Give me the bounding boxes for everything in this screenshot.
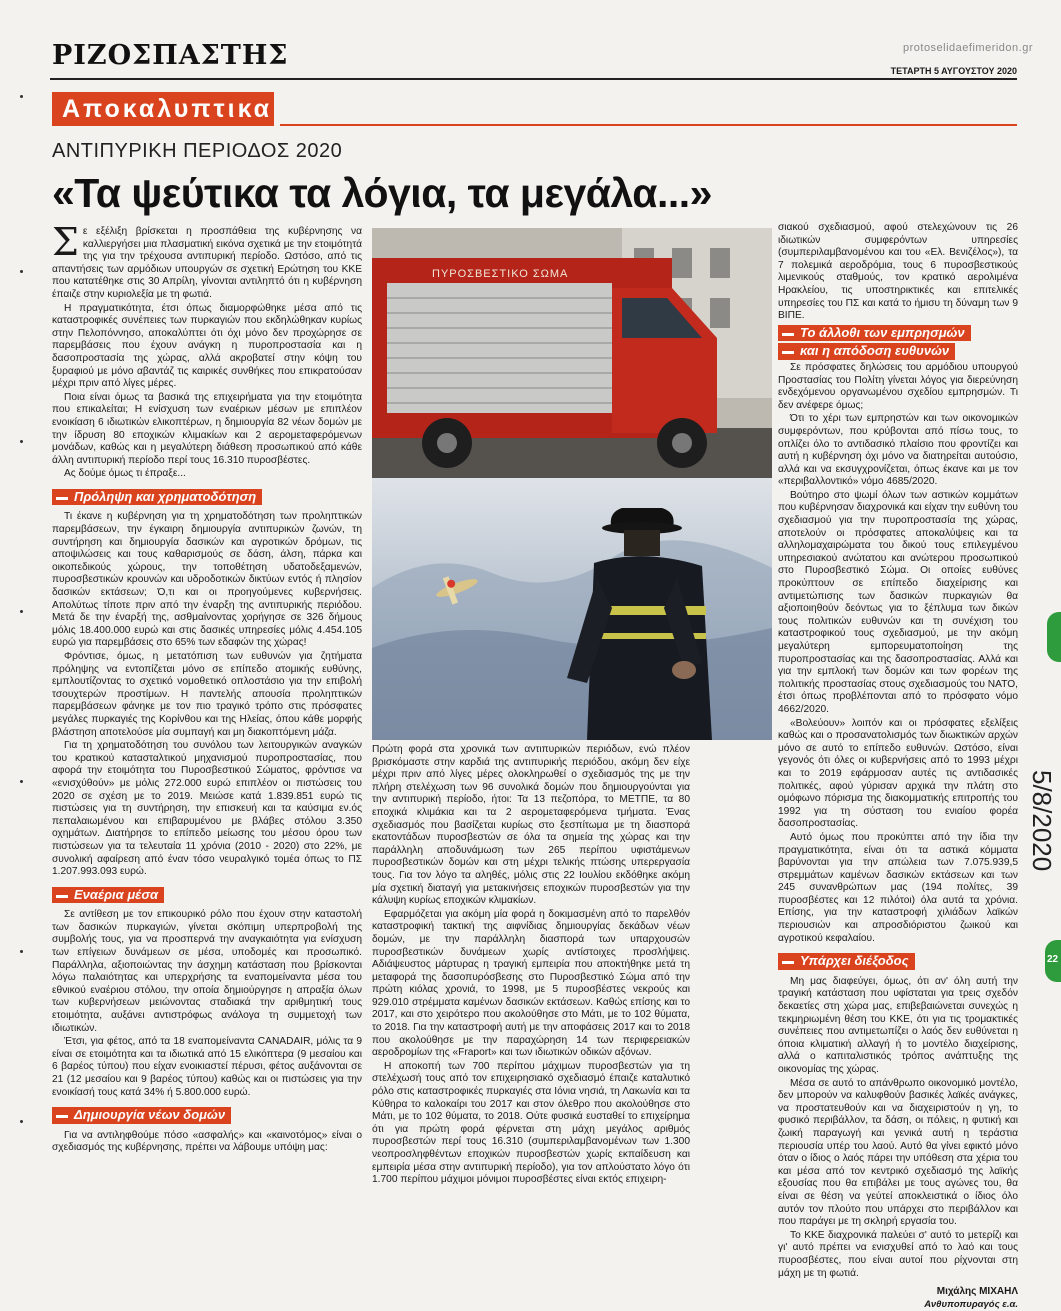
subheading: και η απόδοση ευθυνών: [778, 343, 955, 360]
paragraph: Έτσι, για φέτος, από τα 18 εναπομείναντα CANADAIR, μόλις τα 9 είναι σε ετοιμότητα και τα ιδιωτικά από 15 ελικόπτερα (9 μεσαίου και 6 βαρέος τύπου) που είχαν ενοικιαστεί πέρυσι, φέτος αυξάνονται σε 21 (12 μεσαίου και 9 βαρέος τύπου) καθώς και οι πιστώσεις για την ενοικίασή τους κατά 34% ή 5.800.000 ευρώ.: [52, 1036, 362, 1098]
paragraph: Ας δούμε όμως τι έπραξε...: [64, 468, 186, 480]
masthead-rule: [50, 78, 1017, 80]
paragraph: Βούτηρο στο ψωμί όλων των αστικών κομμάτων που κυβέρνησαν διαχρονικά και είχαν την ευθύνη του σχεδιασμού για την πυροπροστασία της χώρας, αποτελούν οι πρόσφατες αποκαλύψεις και τα αλληλομαχαιρώματα του δικού τους επιλεγμένου υπηρεσιακού ανώτατου και ανώτερου προσωπικού στο Πυροσβεστικό Σώμα. Οι οποίες ευθύνες προκύπτουν σε επίπεδο διαχείρισης και αντιμετώπισης των δασικών πυρκαγιών θα αξιοποιηθούν δεόντως για το ξέπλυμα των δικών τους πολιτικών ευθυνών και τη συνέχιση του καταστροφικού τους σχεδιασμού, με την ακόμη μεγαλύτερη εμπορευματοποίηση της πυροπροστασίας και της δασοπροστασίας. Αλλά και για την εμπλοκή των δομών και των φορέων της πολιτικής προστασίας στους σχεδιασμούς του ΝΑΤΟ, έτσι όπως προβλέπονται από το πρόσφατο νόμο 4662/2020.: [778, 489, 1018, 715]
paragraph: Εφαρμόζεται για ακόμη μία φορά η δοκιμασμένη από το παρελθόν καταστροφική τακτική της αιφνίδιας δημιουργίας δεκάδων νέων δομών, με την παράλληλη διασπορά των υπαρχουσών πυροσβεστικών δυνάμεων χωρίς αντίστοιχες προσλήψεις. Αδιάψευστος μάρτυρας η τραγική εμπειρία που αποκτήθηκε μετά τη μεταφορά της δασοπυρόσβεσης στο Πυροσβεστικό Σώμα από την πρώτη κιόλας χρονιά, το 1998, με 5 πυροσβέστες νεκρούς και 929.010 στρέμματα καμένων δασικών εκτάσεων. Καθώς επίσης και το 2017, και στο χειρότερο που ακολούθησε στο Μάτι, με το 102 θύματα, το 2018. Για την καταστροφή αυτή με την αποφάσεις 2017 και το 2018 που ακολούθησε με την παραχώρηση 14 των περιφερειακών αεροδρομίων της «Fraport» και των ιδιωτικών οδικών αξόνων.: [372, 908, 690, 1059]
paragraph: Σε πρόσφατες δηλώσεις του αρμόδιου υπουργού Προστασίας του Πολίτη γίνεται λόγος για διερεύνηση ενδεχόμενου οργανωμένου σχεδίου εμπρησμών. Τι δεν ανέφερε όμως;: [778, 361, 1018, 411]
subheading: Εναέρια μέσα: [52, 887, 164, 904]
masthead: ΡΙΖΟΣΠΑΣΤΗΣ: [52, 40, 289, 71]
firefighter-image: [372, 478, 772, 740]
paragraph: Για να αντιληφθούμε πόσο «ασφαλής» και «καινοτόμος» είναι ο σχεδιασμός της κυβέρνησης, πρέπει να λάβουμε υπόψη μας:: [52, 1129, 362, 1154]
author-name: Μιχάλης ΜΙΧΑΗΛ: [936, 1286, 1018, 1298]
subheading: Πρόληψη και χρηματοδότηση: [52, 489, 262, 506]
paragraph: «Βολεύουν» λοιπόν και οι πρόσφατες εξελίξεις καθώς και ο προσανατολισμός των διωκτικών αρχών μόνο σε αυτό το επίπεδο ευθυνών. Ωστόσο, είναι γεγονός ότι όλες οι κυβερνήσεις από το 1993 μέχρι και το 2019 εφάρμοσαν αυτές τις αντιδασικές πολιτικές, αφού γύρισαν αρχικά την πλάτη στο ομόφωνο πόρισμα της διακομματικής επιτροπής του 1992 για τη σύσταση του ενιαίου φορέα δασοπροστασίας.: [778, 717, 1018, 830]
fire-truck-photo: [372, 228, 772, 478]
paragraph: Το ΚΚΕ διαχρονικά παλεύει σ' αυτό το μετερίζι και γι' αυτό πρέπει να ενισχυθεί από το λαό και τους πυροσβέστες, που είναι αυτοί που ρίχνονται στη μάχη με τη φωτιά.: [778, 1229, 1018, 1279]
green-edge-tab: [1047, 612, 1061, 662]
author-role: Ανθυποπυραγός ε.α.: [924, 1298, 1018, 1310]
paragraph: Τι έκανε η κυβέρνηση για τη χρηματοδότηση των προληπτικών παρεμβάσεων, την έγκαιρη δημιουργία αντιπυρικών ζωνών, τη συντήρηση και δημιουργία δασικών και αγροτικών δρόμων, τις αποψιλώσεις και τους καθαρισμούς σε δάση, άλση, πάρκα και οικοπεδικούς χώρους, την τοποθέτηση υδατοδεξαμενών, πυροσβεστικών κρουνών και υδροδοτικών δικτύων εντός ή πλησίον δασικών εκτάσεων; Ό,τι και οι προηγούμενες κυβερνήσεις. Απολύτως τίποτε πριν από την έναρξη της αντιπυρικής περιόδου. Μετά δε την έναρξή της, ασθμαίνοντας χορήγησε σε 326 δήμους μόλις 18.400.000 ευρώ και στις δασικές υπηρεσίες μόλις 4.454.105 ευρώ για παρεμβάσεις στο 65% των εδαφών της χώρας!: [52, 511, 362, 649]
paragraph: Η πραγματικότητα, έτσι όπως διαμορφώθηκε μέσα από τις καταστροφικές συνέπειες των πυρκαγιών που εκδηλώθηκαν κυρίως στην Πελοπόννησο, αποκαλύπτει ότι όχι μόνο δεν προχώρησε σε παρεμβάσεις που έχουν ανάγκη η πυροπροστασία και η δασοπροστασία της χώρας, αλλά ακροβατεί στην κόψη του ξυραφιού με μόνο αβαντάζ τις καιρικές συνθήκες που επικρατούσαν μέχρι πριν από λίγες μέρες.: [52, 302, 362, 390]
fire-truck-image: [372, 228, 772, 478]
overline: ΑΝΤΙΠΥΡΙΚΗ ΠΕΡΙΟΔΟΣ 2020: [52, 140, 343, 162]
article-column-3: [778, 222, 1018, 1310]
paragraph: Μέσα σε αυτό το απάνθρωπο οικονομικό μοντέλο, δεν μπορούν να καλυφθούν βασικές λαϊκές ανάγκες, να προστατευθούν και να διαχειριστούν η γη, το φυσικό περιβάλλον, τα δάση, οι πόλεις, η φυτική και ζωική παραγωγή και γενικά αυτή η τεράστια περιουσία υπέρ του λαού. Αυτό θα γίνει εφικτό μόνο όταν ο ίδιος ο λαός πάρει την υπόθεση στα χέρια του και μέσα από τον κεντρικό σχεδιασμό της λαϊκής εξουσίας που θα επιβάλει με τους αγώνες του, θα είναι σε θέση να γεύτεί αποκλειστικά ο ίδιος όλο αυτόν τον πλούτο που υπάρχει στο περιβάλλον και που παράγει με τη σκληρή εργασία του.: [778, 1077, 1018, 1228]
subheading: Το άλλοθι των εμπρησμών: [778, 325, 971, 342]
page-number: 22: [1047, 954, 1059, 965]
dropcap: Σ: [52, 220, 79, 264]
issue-date: ΤΕΤΑΡΤΗ 5 ΑΥΓΟΥΣΤΟΥ 2020: [890, 66, 1017, 76]
headline: «Τα ψεύτικα τα λόγια, τα μεγάλα...»: [52, 170, 712, 216]
paragraph: Αυτό όμως που προκύπτει από την ίδια την πραγματικότητα, είναι ότι τα αστικά κόμματα βαρύνονται για την απώλεια των 7.075.939,5 στρεμμάτων καμένων δασικών εκτάσεων και των 245 συνανθρώπων μας (194 πολίτες, 39 πυροσβέστες και 12 πιλότοι) όλα αυτά τα χρόνια. Επίσης, για την καταστροφή χιλιάδων λαϊκών περιουσιών και απροσδιόριστου ζωικού και αγροτικού κεφαλαίου.: [778, 831, 1018, 944]
paragraph: Σε αντίθεση με τον επικουρικό ρόλο που έχουν στην καταστολή των δασικών πυρκαγιών, γίνεται σκόπιμη υπερπροβολή της συμβολής τους, για να προσπερνά την αναγκαιότητα για ενίσχυση των επίγειων δυνάμεων σε μέσα, υποδομές και προσωπικό. Παράλληλα, αξιοποιώντας την άσχημη κατάσταση που βρίσκονται λόγω παλαιότητας και υπερχρήσης τα εναπομείναντα μέσα του εθνικού εναέριου στόλου, την οποία δημιούργησε η απραξία όλων των κυβερνήσεων μειώνοντας σταδιακά την αριθμητική τους ετοιμότητα, αυξάνει αντιστρόφως ανάλογα τη συμμετοχή των ιδιωτικών.: [52, 909, 362, 1034]
paragraph: Ότι το χέρι των εμπρηστών και των οικονομικών συμφερόντων, που κρύβονται από πίσω τους, το οπλίζει όλο το αντιδασικό πλαίσιο που φροντίζει και αυτή η κυβέρνηση όχι μόνο να διατηρείται αυτούσιο, αλλά και να εκσυγχρονίζεται, όπως έκανε και με τον «περιβαλλοντικό» νόμο 4685/2020.: [778, 413, 1018, 488]
subheading: Δημιουργία νέων δομών: [52, 1107, 231, 1124]
site-watermark: protoselidaefimeridon.gr: [902, 42, 1033, 54]
paragraph: Πρώτη φορά στα χρονικά των αντιπυρικών περιόδων, ενώ πλέον βρισκόμαστε στην καρδιά της αντιπυρικής περιόδου, ακόμη δεν είχε μέχρι πριν από λίγες μέρες ολοκληρωθεί ο σχεδιασμός της με την πλήρη στελέχωση των 96 συνολικά δομών που δημιουργούνται για την αντιπυρική περίοδο, ήτοι: Τα 13 πεζοπόρα, το ΜΕΤΠΕ, τα 80 εποχικά κλιμάκια και τα 2 αερομεταφερόμενα τμήματα. Ένας σχεδιασμός που βασίζεται κυρίως στο ξεσπίτωμα με τη διασπορά εκατοντάδων πυροσβεστών σε όλα τα σημεία της χώρας και την παράλληλη αποδυνάμωση των 265 περίπου υφιστάμενων πυροσβεστικών δομών και στη μέχρι τελικής πτώσης υπερεργασία τους. Για τον λόγο τα αληθές, μόλις στις 22 Ιουλίου εκδόθηκε ακόμη μία σχετική διαταγή για μετακινήσεις εποχικών πυροσβεστών για την κάλυψη κυρίως εποχικών κλιμακίων.: [372, 744, 690, 907]
edge-date: 5/8/2020: [1027, 770, 1057, 872]
paragraph: Μη μας διαφεύγει, όμως, ότι αν' όλη αυτή την τραγική κατάσταση που υφίσταται για τρεις σχεδόν δεκαετίες στη χώρα μας, επιβεβαιώνεται συνεχώς η τεκμηριωμένη θέση του ΚΚΕ, ότι για τις τρομακτικές συνέπειες που αντιμετωπίζει ο λαός δεν ευθύνεται η όποια κλιματική αλλαγή ή το μοντέλο διαχείρισης, αλλά ο καπιταλιστικός τρόπος ανάπτυξης της οικονομίας της χώρας.: [778, 975, 1018, 1075]
paragraph: Για τη χρηματοδότηση του συνόλου των λειτουργικών αναγκών του κρατικού κατασταλτικού μηχανισμού πυροπροστασίας, που αφορά την ετοιμότητα του Πυροσβεστικού Σώματος, φρόντισε να «ενισχύθούν» με μόλις 272.000 ευρώ επιπλέον οι πιστώσεις του 2020 σε σχέση με το 2019. Μειώσε κατά 1.839.851 ευρώ τις πιστώσεις για τη συντήρηση, την επισκευή και τα καύσιμα εν.ός πεπαλαιωμένου και επιβαρυμένου με βλάβες στόλου 3.350 οχημάτων. Διατήρησε το επίπεδο μείωσης του μέσου όρου των πιστώσεων για τα τελευταία 11 χρόνια (2010 - 2020) στο 22%, με συνολική αφαίρεση από έναν τόσο νευραλγικό τομέα όπως το ΠΣ 1.207.993.093 ευρώ.: [52, 740, 362, 878]
paragraph: Η αποκοπή των 700 περίπου μάχιμων πυροσβεστών για τη στελέχωσή τους από τον επιχειρησιακό σχεδιασμό έπαιζε καταλυτικό ρόλο στις καταστροφικές πυρκαγιές στα Ιόνια νησιά, τη Λακωνία και τα Κύθηρα το καλοκαίρι του 2017 και στον όλεθρο που ακολούθησε στο Μάτι, με το 102 θύματα, το 2018. Ούτε φυσικά ευσταθεί το επιχείρημα ότι για πρώτη φορά φέρνεται στη μάχη μεγάλος αριθμός πυροσβεστών περί τους 16.310 (συμπεριλαμβανομένων των 1.300 νεοπροσληφθέντων εποχικών πυροσβεστών χωρίς εκπαίδευση και εμπειρία μέσα στην αντιπυρική περίοδο), για τον απλούστατο λόγο ότι 1.700 περίπου μάχιμοι μόνιμοι πυροσβέστες είναι εκτός επιχειρη-: [372, 1060, 690, 1186]
firefighter-photo: [372, 478, 772, 740]
subheading: Υπάρχει διέξοδος: [778, 953, 915, 970]
truck-lettering: ΠΥΡΟΣΒΕΣΤΙΚΟ ΣΩΜΑ: [432, 268, 569, 280]
article-column-2: [372, 744, 690, 1244]
paragraph: Σε εξέλιξη βρίσκεται η προσπάθεια της κυβέρνησης να καλλιεργήσει μια πλασματική εικόνα σχετικά με την ετοιμότητά της για την τρέχουσα αντιπυρική περίοδο. Ωστόσο, από τις απαντήσεις των αρμόδιων υπουργών σε σχετική Ερώτηση του ΚΚΕ που κατατέθηκε στις 30 Απρίλη, γίνονται αντιληπτό ότι η κυβέρνηση έπαιζε στην κυριολεξία με τη φωτιά.: [52, 220, 362, 300]
paragraph: σιακού σχεδιασμού, αφού στελεχώνουν τις 26 ιδιωτικών συμφερόντων υπηρεσίες (συμπεριλαμβανομένου και του «Ελ. Βενιζέλος»), τα 7 πολεμικά αεροδρόμια, τους 6 πυροσβεστικούς λιμενικούς σταθμούς, τον κρατικό αερολιμένα Ηρακλείου, τις υποστηρικτικές και επιτελικές υπηρεσίες του ΠΣ και κατά το ήμισυ τη δύναμη των 9 ΒΙΠΕ.: [778, 222, 1018, 322]
page-number-tab: [1045, 940, 1061, 982]
kicker-rule: [280, 124, 1017, 126]
paragraph: Φρόντισε, όμως, η μετατόπιση των ευθυνών για ζητήματα πρόληψης να εντοπίζεται μόνο σε επίπεδο ατομικής ευθύνης, εμπλουτίζοντας το σχετικό νομοθετικό οπλοστάσιο για την επιβολή τσουχτερών προστίμων. Η παντελής απουσία προληπτικών παρεμβάσεων φάνηκε με τον πιο τραγικό τρόπο στις πρόσφατες μεγάλες πυρκαγιές της Κορίνθου και της Ηλείας, όπου κάθε μορφής βλάστηση αποτελούσε μία συμπαγή και μη διακοπτόμενη μάζα.: [52, 651, 362, 738]
section-kicker: Αποκαλυπτικα: [52, 92, 274, 126]
paragraph: Ποια είναι όμως τα βασικά της επιχειρήματα για την ετοιμότητα που επικαλείται; Η ενίσχυση των εναέριων μέσων με επιπλέον ενοικίαση 6 ιδιωτικών ελικοπτέρων, η δημιουργία 82 νέων δομών με την ίδρυση 80 εποχικών κλιμακίων και 2 αερομεταφερόμενων μονάδων, καθώς και η μεγαλύτερη διάθεση προσωπικού από κάθε άλλη αντιπυρική περίοδο περί τους 16.310 πυροσβέστες.: [52, 391, 362, 466]
article-column-1: [52, 220, 362, 1246]
